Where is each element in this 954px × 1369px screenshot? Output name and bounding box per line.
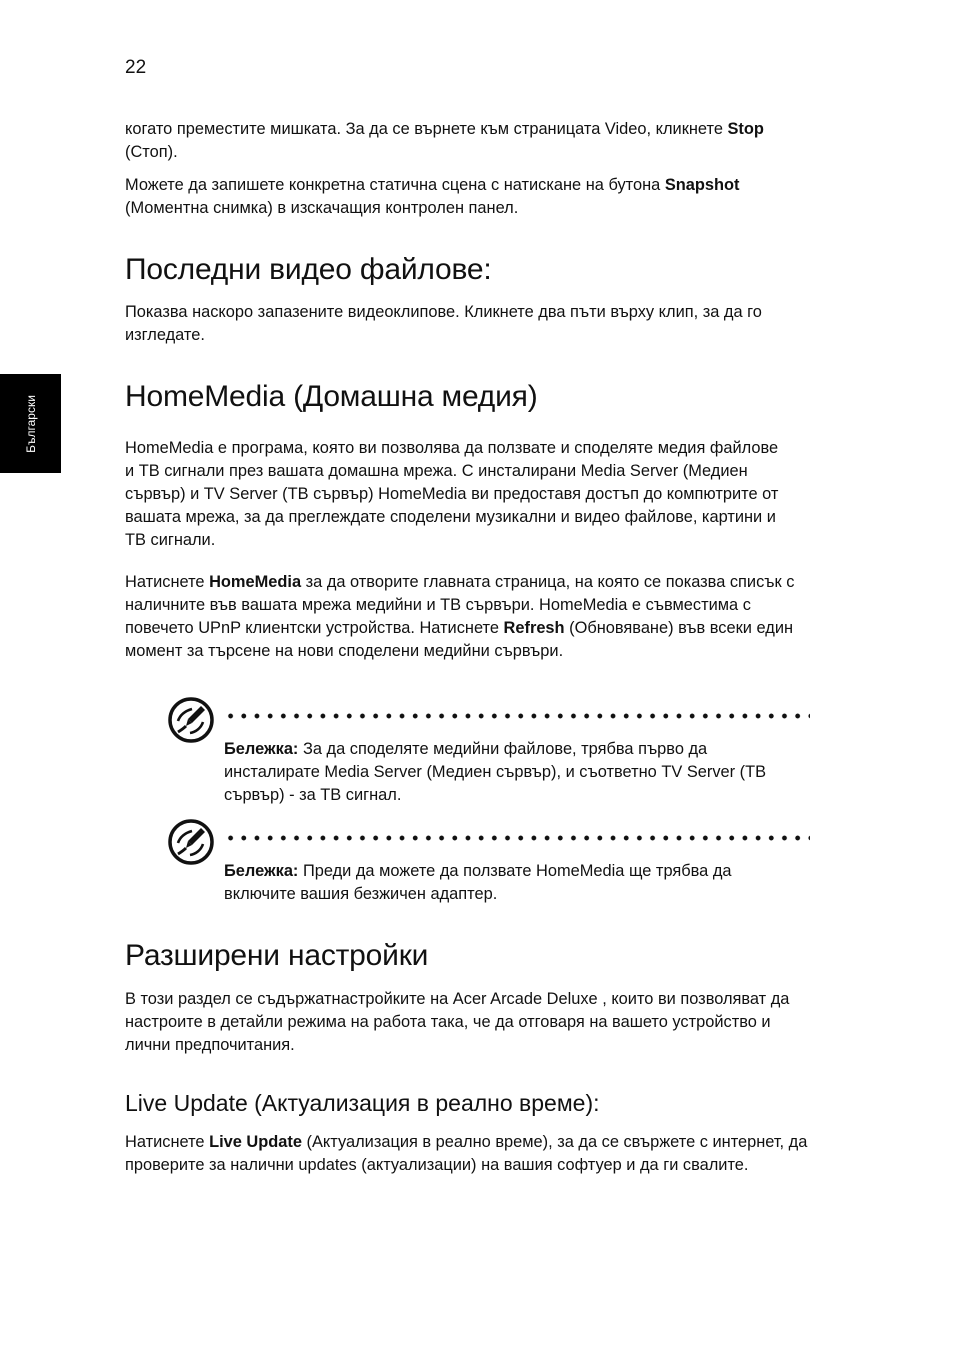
note-1-label: Бележка: (224, 740, 299, 758)
intro-p1-bold: Stop (727, 120, 764, 138)
note-pen-icon (168, 819, 214, 865)
page-number: 22 (125, 57, 147, 78)
homemedia-paragraph-2 (125, 571, 810, 663)
language-side-tab (0, 374, 61, 473)
note-1-body: За да споделяте медийни файлове, трябва първо да инсталирате Media Server (Медиен сървър), и съответно TV Server (ТВ сървър) - за ТВ сигнал. (224, 740, 767, 804)
side-tab-label: Български (23, 394, 38, 453)
intro-p1-text: когато преместите мишката. За да се върнете към страницата Video, кликнете (125, 120, 728, 138)
homemedia-paragraph-1: HomeMedia е програма, която ви позволява да ползвате и споделяте медия файлове и ТВ сигнали през вашата домашна мрежа. С инсталирани Media Server (Медиен сървър) и TV Server (ТВ сървър) HomeMedia ви предоставя достъп до компютрите от вашата мрежа, за да преглеждате споделени музикални и видео файлове, картини и ТВ сигнали. (125, 439, 779, 549)
note-2-text (224, 860, 804, 906)
homemedia-p2-b: за да отворите главната страница, на която се показва списък с наличните във вашата мрежа медийни и ТВ сървъри. HomeMedia е съвместима с повечето UPnP клиентски устройства. Натиснете (125, 573, 795, 637)
note-1-text (224, 738, 804, 807)
homemedia-p2-a: Натиснете (125, 573, 210, 591)
note-2-label: Бележка: (224, 862, 299, 880)
note-2-body: Преди да можете да ползвате HomeMedia ще трябва да включите вашия безжичен адаптер. (224, 862, 732, 903)
heading-homemedia: HomeMedia (Домашна медия) (125, 380, 538, 413)
live-update-body (125, 1131, 815, 1177)
advanced-settings-body: В този раздел се съдържатнастройките на Acer Arcade Deluxe , които ви позволяват да настроите в детайли режима на работа така, че да отговаря на вашето устройство и лични предпочитания. (125, 990, 790, 1054)
note-divider-dots (224, 835, 810, 841)
intro-paragraph-1 (125, 118, 815, 164)
live-update-a: Натиснете (125, 1133, 210, 1151)
heading-live-update: Live Update (Актуализация в реално време): (125, 1090, 600, 1116)
homemedia-p2-bold-2: Refresh (503, 619, 565, 637)
homemedia-p2-c: (Обновяване) във всеки един момент за търсене на нови споделени медийни сървъри. (125, 619, 794, 660)
intro-p2-bold: Snapshot (664, 176, 740, 194)
note-pen-icon (168, 697, 214, 743)
heading-advanced-settings: Разширени настройки (125, 939, 429, 972)
intro-paragraph-2 (125, 174, 815, 220)
recent-videos-body: Показва наскоро запазените видеоклипове. Кликнете два пъти върху клип, за да го изгледате. (125, 303, 762, 344)
homemedia-p2-bold-1: HomeMedia (209, 573, 302, 591)
heading-recent-videos: Последни видео файлове: (125, 253, 492, 286)
intro-p1-tail: (Стоп). (125, 143, 178, 161)
intro-p2-tail: (Моментна снимка) в изскачащия контролен панел. (125, 199, 519, 217)
intro-p2-text: Можете да запишете конкретна статична сцена с натискане на бутона (125, 176, 665, 194)
live-update-b: (Актуализация в реално време), за да се свържете с интернет, да проверите за налични updates (актуализации) на вашия софтуер и да ги свалите. (125, 1133, 808, 1174)
note-divider-dots (224, 713, 810, 719)
live-update-bold: Live Update (209, 1133, 302, 1151)
